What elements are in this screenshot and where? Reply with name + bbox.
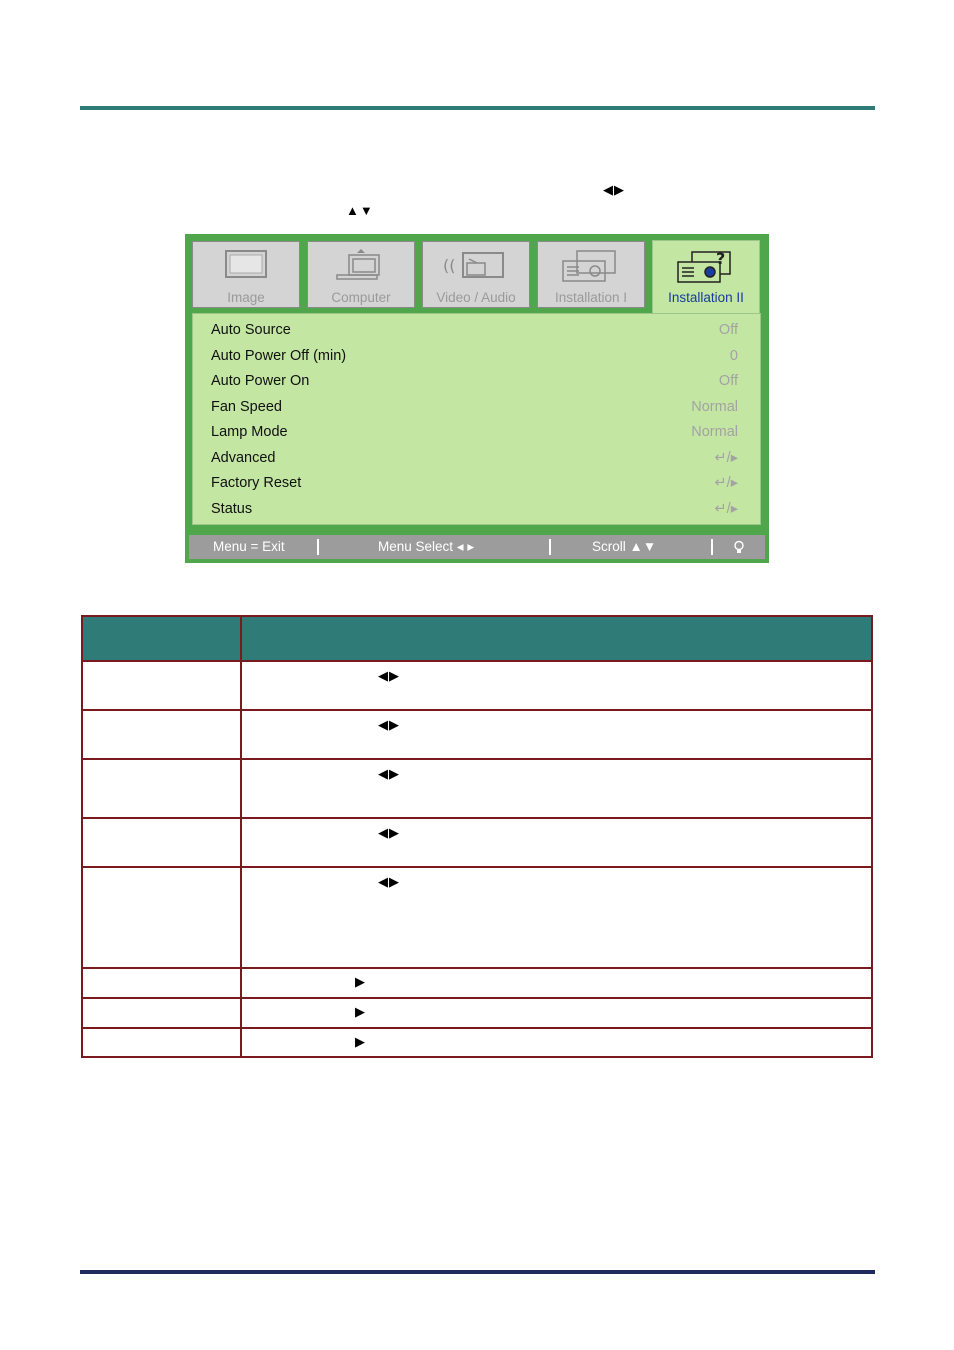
tab-label: Installation II	[668, 290, 744, 305]
projector-icon	[561, 249, 621, 283]
menu-item-label: Fan Speed	[211, 399, 282, 415]
left-right-arrows-icon: ◀▶	[378, 717, 400, 732]
menu-item-value: 0	[729, 348, 738, 364]
table-row-divider	[83, 866, 871, 868]
tab-label: Computer	[331, 290, 391, 305]
menu-item-auto-power-on[interactable]	[211, 370, 738, 394]
menu-item-label: Auto Source	[211, 322, 291, 338]
table-row-divider	[83, 709, 871, 711]
menu-item-auto-source[interactable]	[211, 319, 738, 343]
tab-installation-i[interactable]	[537, 241, 645, 308]
tab-label: Video / Audio	[436, 290, 516, 305]
menu-item-label: Auto Power Off (min)	[211, 348, 347, 364]
menu-item-fan-speed[interactable]	[211, 396, 738, 420]
left-right-arrows-icon: ◀▶	[378, 668, 400, 683]
table-row-divider	[83, 1027, 871, 1029]
osd-settings-panel	[192, 313, 761, 525]
right-arrow-icon: ▶	[355, 974, 366, 989]
table-header-row	[83, 617, 871, 660]
left-right-arrows-icon: ◀▶	[603, 182, 625, 197]
tab-image[interactable]	[192, 241, 300, 308]
tab-installation-ii[interactable]	[652, 240, 760, 314]
lightbulb-icon	[733, 540, 745, 555]
menu-item-value: Normal	[691, 424, 738, 440]
right-arrow-icon: ▶	[355, 1004, 366, 1019]
tab-computer[interactable]	[307, 241, 415, 308]
footer-separator	[549, 539, 551, 555]
computer-icon	[335, 249, 387, 283]
svg-text:((: ((	[443, 256, 456, 275]
table-row-divider	[83, 967, 871, 969]
footer-separator	[711, 539, 713, 555]
menu-item-label: Factory Reset	[211, 475, 302, 491]
menu-item-value: Normal	[691, 399, 738, 415]
footer-scroll: Scroll ▲▼	[592, 539, 657, 554]
osd-footer-bar	[189, 535, 765, 559]
menu-item-value: Off	[718, 373, 738, 389]
menu-item-auto-power-off[interactable]	[211, 345, 738, 369]
video-audio-icon	[443, 249, 509, 283]
left-right-arrows-icon: ◀▶	[378, 766, 400, 781]
tab-label: Image	[227, 290, 265, 305]
menu-item-label: Advanced	[211, 450, 276, 466]
osd-menu	[185, 234, 769, 563]
settings-description-table	[81, 615, 873, 1058]
projector-settings-icon	[676, 248, 736, 284]
footer-separator	[317, 539, 319, 555]
tab-video-audio[interactable]	[422, 241, 530, 308]
menu-item-value: Off	[718, 322, 738, 338]
left-right-arrows-icon: ◀▶	[378, 825, 400, 840]
left-right-arrows-icon: ◀▶	[378, 874, 400, 889]
enter-arrow-icon: ↵/▸	[714, 501, 738, 517]
up-down-arrows-icon: ▲▼	[346, 203, 374, 218]
menu-item-lamp-mode[interactable]	[211, 421, 738, 445]
table-column-divider	[240, 617, 242, 1056]
menu-item-label: Status	[211, 501, 253, 517]
menu-item-status[interactable]	[211, 498, 738, 522]
menu-item-factory-reset[interactable]	[211, 472, 738, 496]
right-arrow-icon: ▶	[355, 1034, 366, 1049]
footer-menu-select: Menu Select ◂ ▸	[378, 539, 475, 554]
svg-text:?: ?	[716, 249, 726, 268]
table-row-divider	[83, 758, 871, 760]
enter-arrow-icon: ↵/▸	[714, 450, 738, 466]
header-rule	[80, 106, 875, 110]
enter-arrow-icon: ↵/▸	[714, 475, 738, 491]
footer-menu-exit: Menu = Exit	[213, 539, 285, 554]
footer-rule	[80, 1270, 875, 1274]
menu-item-advanced[interactable]	[211, 447, 738, 471]
menu-item-label: Auto Power On	[211, 373, 310, 389]
table-row-divider	[83, 660, 871, 662]
tab-label: Installation I	[554, 290, 628, 305]
image-icon	[224, 249, 268, 281]
menu-item-label: Lamp Mode	[211, 424, 288, 440]
table-row-divider	[83, 997, 871, 999]
table-row-divider	[83, 817, 871, 819]
